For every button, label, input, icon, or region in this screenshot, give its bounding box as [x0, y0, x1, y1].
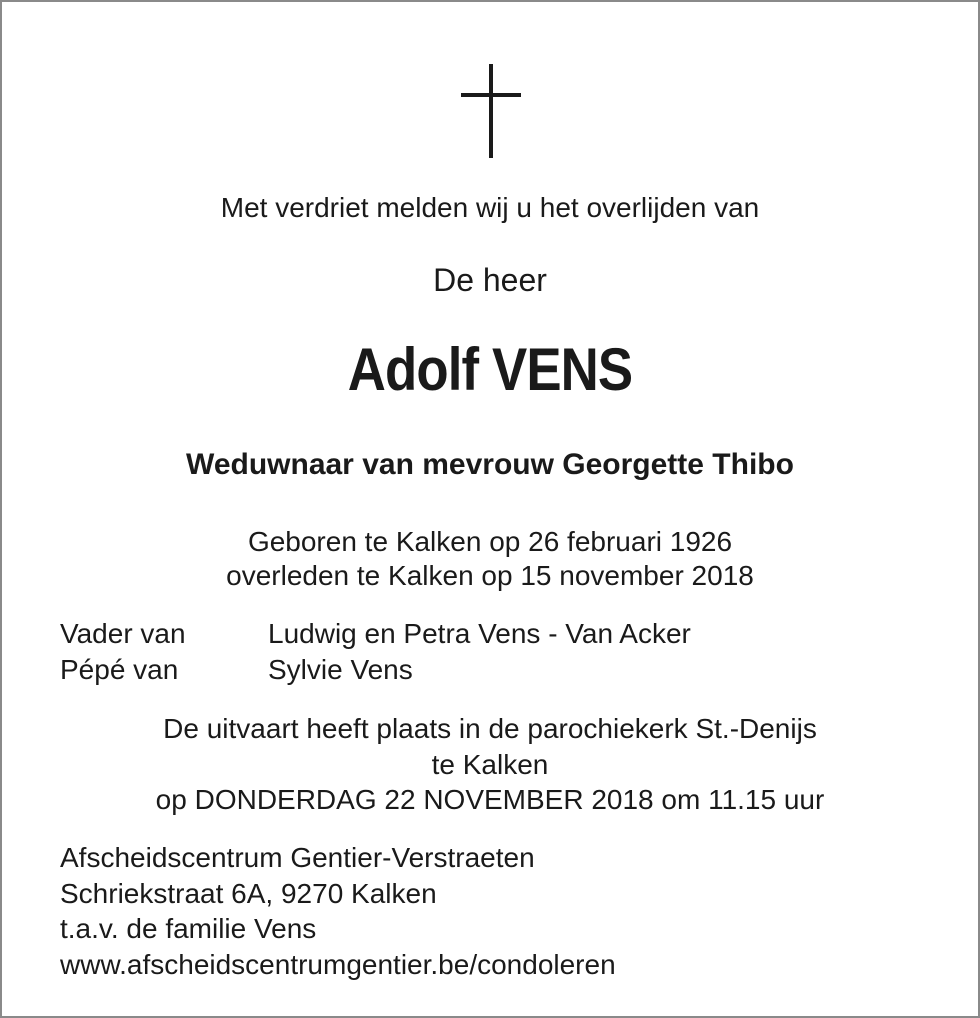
funeral-line-2: te Kalken [431, 749, 549, 780]
intro-text: Met verdriet melden wij u het overlijden van [220, 192, 760, 223]
death-line: overleden te Kalken op 15 november 2018 [226, 560, 754, 591]
relation-label: Pépé van [60, 654, 179, 685]
salutation: De heer [433, 262, 547, 298]
widower-line: Weduwnaar van mevrouw Georgette Thibo [186, 448, 794, 481]
deceased-name: Adolf VENS [347, 336, 633, 403]
funeral-line-3: op DONDERDAG 22 NOVEMBER 2018 om 11.15 uur [155, 784, 825, 815]
relation-row [60, 652, 960, 688]
contact-line-2: Schriekstraat 6A, 9270 Kalken [60, 878, 437, 909]
relation-row [60, 616, 960, 652]
birth-line: Geboren te Kalken op 26 februari 1926 [247, 526, 733, 557]
relation-label: Vader van [60, 618, 186, 649]
relation-value: Sylvie Vens [268, 654, 413, 685]
contact-line-3: t.a.v. de familie Vens [60, 913, 317, 944]
condolence-url: www.afscheidscentrumgentier.be/condoleren [60, 949, 616, 980]
contact-line-1: Afscheidscentrum Gentier-Verstraeten [60, 842, 535, 873]
cross-icon [461, 64, 521, 158]
relation-value: Ludwig en Petra Vens - Van Acker [268, 618, 691, 649]
funeral-line-1: De uitvaart heeft plaats in de parochiekerk St.-Denijs [163, 713, 817, 744]
